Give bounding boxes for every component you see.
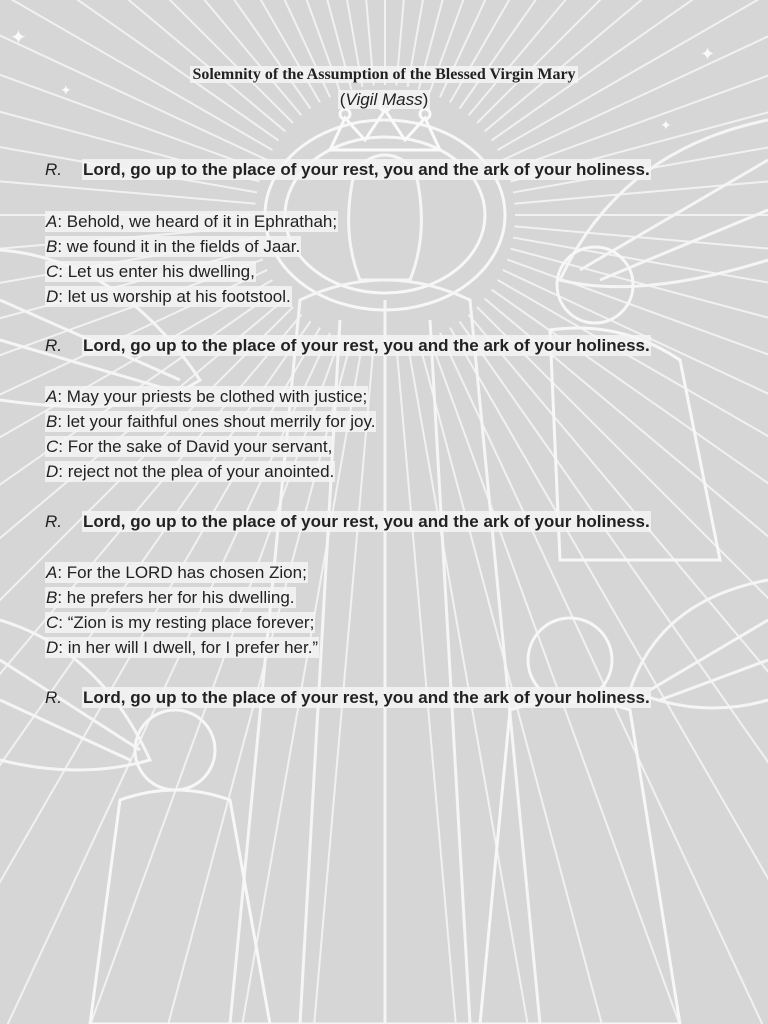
verse-label: B	[46, 588, 58, 607]
response-label: R.	[45, 160, 62, 179]
verse-text: : For the sake of David your servant,	[58, 437, 333, 456]
verse-label: C	[46, 437, 59, 456]
verse-label: B	[46, 412, 58, 431]
verse-label: D	[46, 638, 59, 657]
verse-text: : May your priests be clothed with justice;	[57, 387, 368, 406]
subtitle-close-paren: )	[422, 90, 429, 109]
svg-text:✦: ✦	[10, 25, 27, 49]
verse-text: : he prefers her for his dwelling.	[57, 588, 295, 607]
verse-text: : reject not the plea of your anointed.	[58, 462, 335, 481]
response-label: R.	[45, 336, 62, 355]
document-title	[0, 66, 768, 84]
verse-line	[45, 236, 301, 258]
verse-text: : in her will I dwell, for I prefer her.”	[58, 638, 319, 657]
verse-line	[45, 261, 256, 283]
verse-label: C	[46, 613, 59, 632]
response-line	[45, 511, 651, 533]
verse-label: D	[46, 287, 59, 306]
verse-line	[45, 286, 292, 308]
svg-text:✦: ✦	[700, 44, 716, 65]
verse-label: A	[46, 387, 58, 406]
response-line	[45, 687, 651, 709]
subtitle-open-paren: (	[339, 90, 346, 109]
response-text: Lord, go up to the place of your rest, you and the ark of your holiness.	[83, 688, 650, 707]
verse-line	[45, 587, 296, 609]
document-subtitle	[0, 90, 768, 110]
verse-line	[45, 211, 338, 233]
verse-label: A	[46, 563, 58, 582]
verse-line	[45, 461, 335, 483]
verse-label: A	[46, 212, 58, 231]
verse-text: : let us worship at his footstool.	[58, 287, 291, 306]
response-text: Lord, go up to the place of your rest, you and the ark of your holiness.	[83, 160, 650, 179]
verse-line	[45, 436, 333, 458]
verse-text: : For the LORD has chosen Zion;	[57, 563, 307, 582]
response-line	[45, 159, 651, 181]
title-text: Solemnity of the Assumption of the Blessed Virgin Mary	[192, 66, 576, 83]
response-label: R.	[45, 512, 62, 531]
response-line	[45, 335, 651, 357]
svg-text:✦: ✦	[60, 83, 72, 99]
svg-text:✦: ✦	[660, 118, 672, 134]
verse-line	[45, 386, 368, 408]
verse-text: : “Zion is my resting place forever;	[58, 613, 315, 632]
verse-line	[45, 612, 315, 634]
verse-text: : let your faithful ones shout merrily for joy.	[57, 412, 376, 431]
verse-text: : we found it in the fields of Jaar.	[57, 237, 301, 256]
subtitle-text: Vigil Mass	[345, 90, 423, 109]
verse-label: B	[46, 237, 58, 256]
verse-line	[45, 637, 319, 659]
response-text: Lord, go up to the place of your rest, you and the ark of your holiness.	[83, 512, 650, 531]
verse-label: C	[46, 262, 59, 281]
response-text: Lord, go up to the place of your rest, you and the ark of your holiness.	[83, 336, 650, 355]
response-label: R.	[45, 688, 62, 707]
verse-text: : Behold, we heard of it in Ephrathah;	[57, 212, 338, 231]
verse-line	[45, 411, 376, 433]
verse-label: D	[46, 462, 59, 481]
verse-line	[45, 562, 308, 584]
verse-text: : Let us enter his dwelling,	[58, 262, 255, 281]
